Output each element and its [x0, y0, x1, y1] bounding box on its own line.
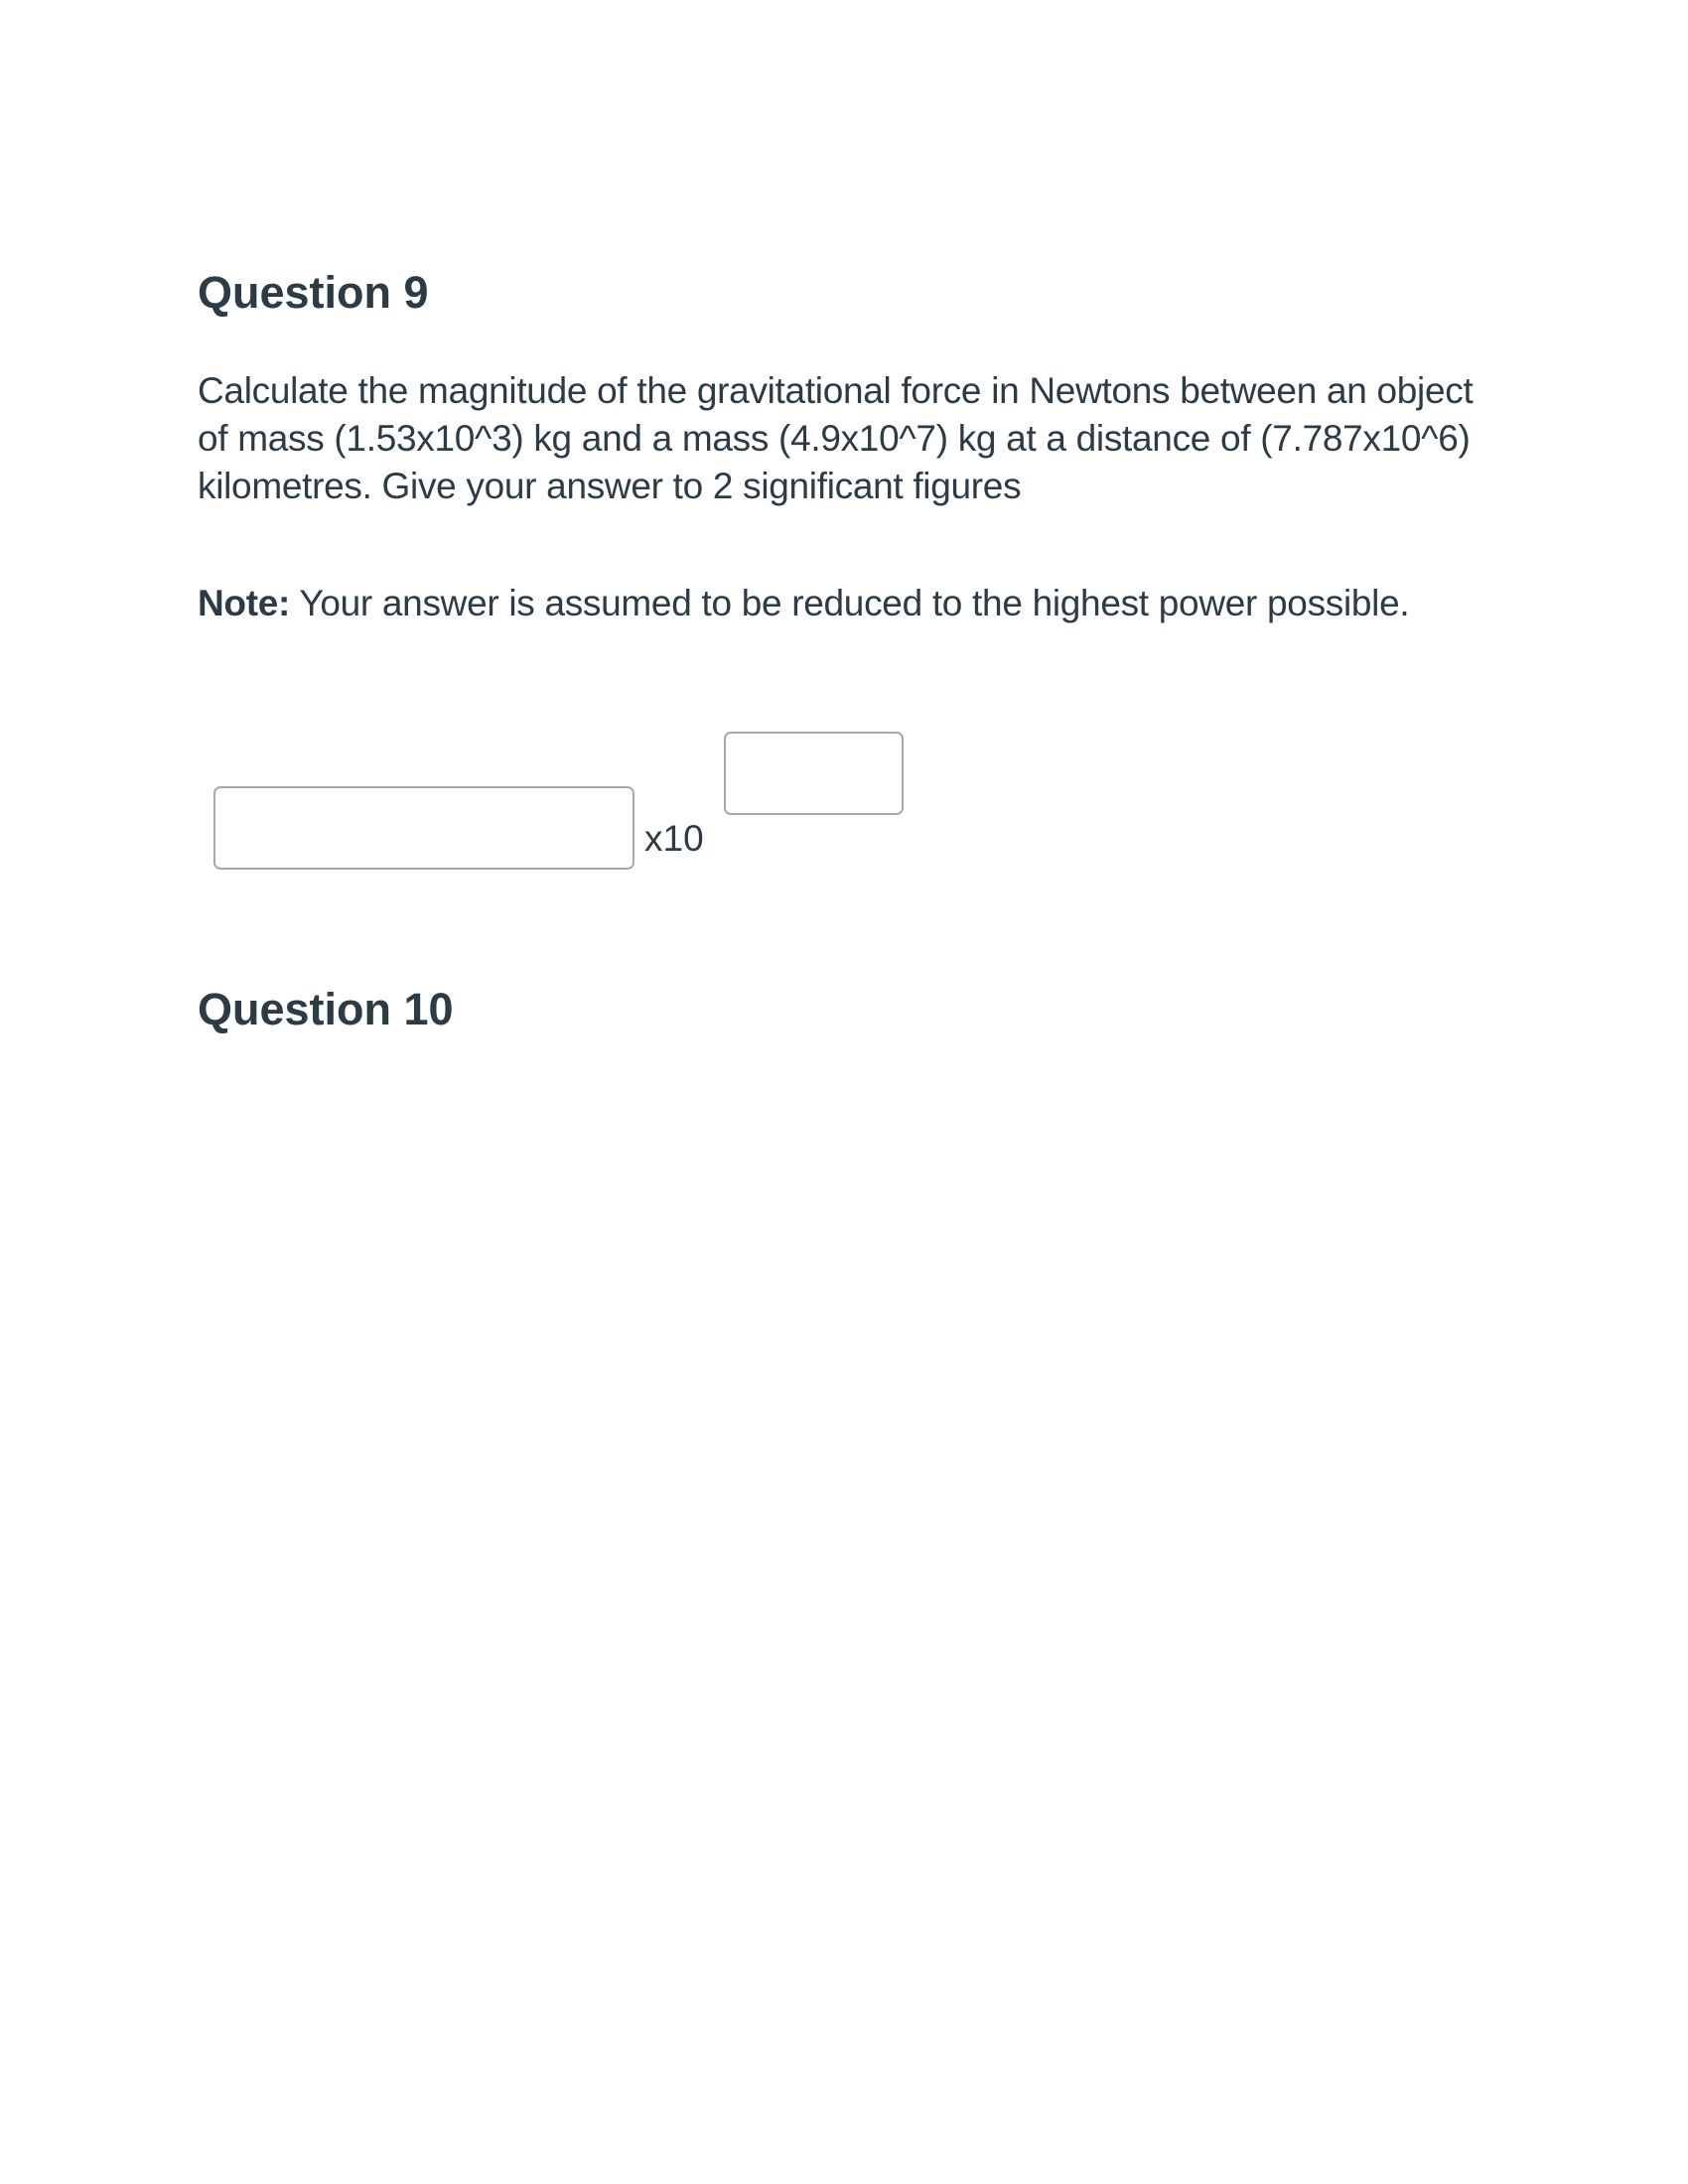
mantissa-input[interactable]	[213, 786, 634, 870]
times-ten-label: x10	[644, 818, 704, 859]
question-9-text: Calculate the magnitude of the gravitational force in Newtons between an object of mass (1.53x10^3) kg and a mass (4.9x10^7) kg at a distance of (7.787x10^6) kilometres. Give your answer to 2 significant figures	[198, 370, 1474, 506]
question-9-title: Question 9	[198, 267, 429, 318]
question-9-note	[198, 580, 1508, 627]
note-text: Your answer is assumed to be reduced to the highest power possible.	[290, 583, 1410, 623]
note-label: Note:	[198, 583, 291, 623]
question-10-title: Question 10	[198, 984, 454, 1034]
exponent-input[interactable]	[724, 732, 904, 815]
